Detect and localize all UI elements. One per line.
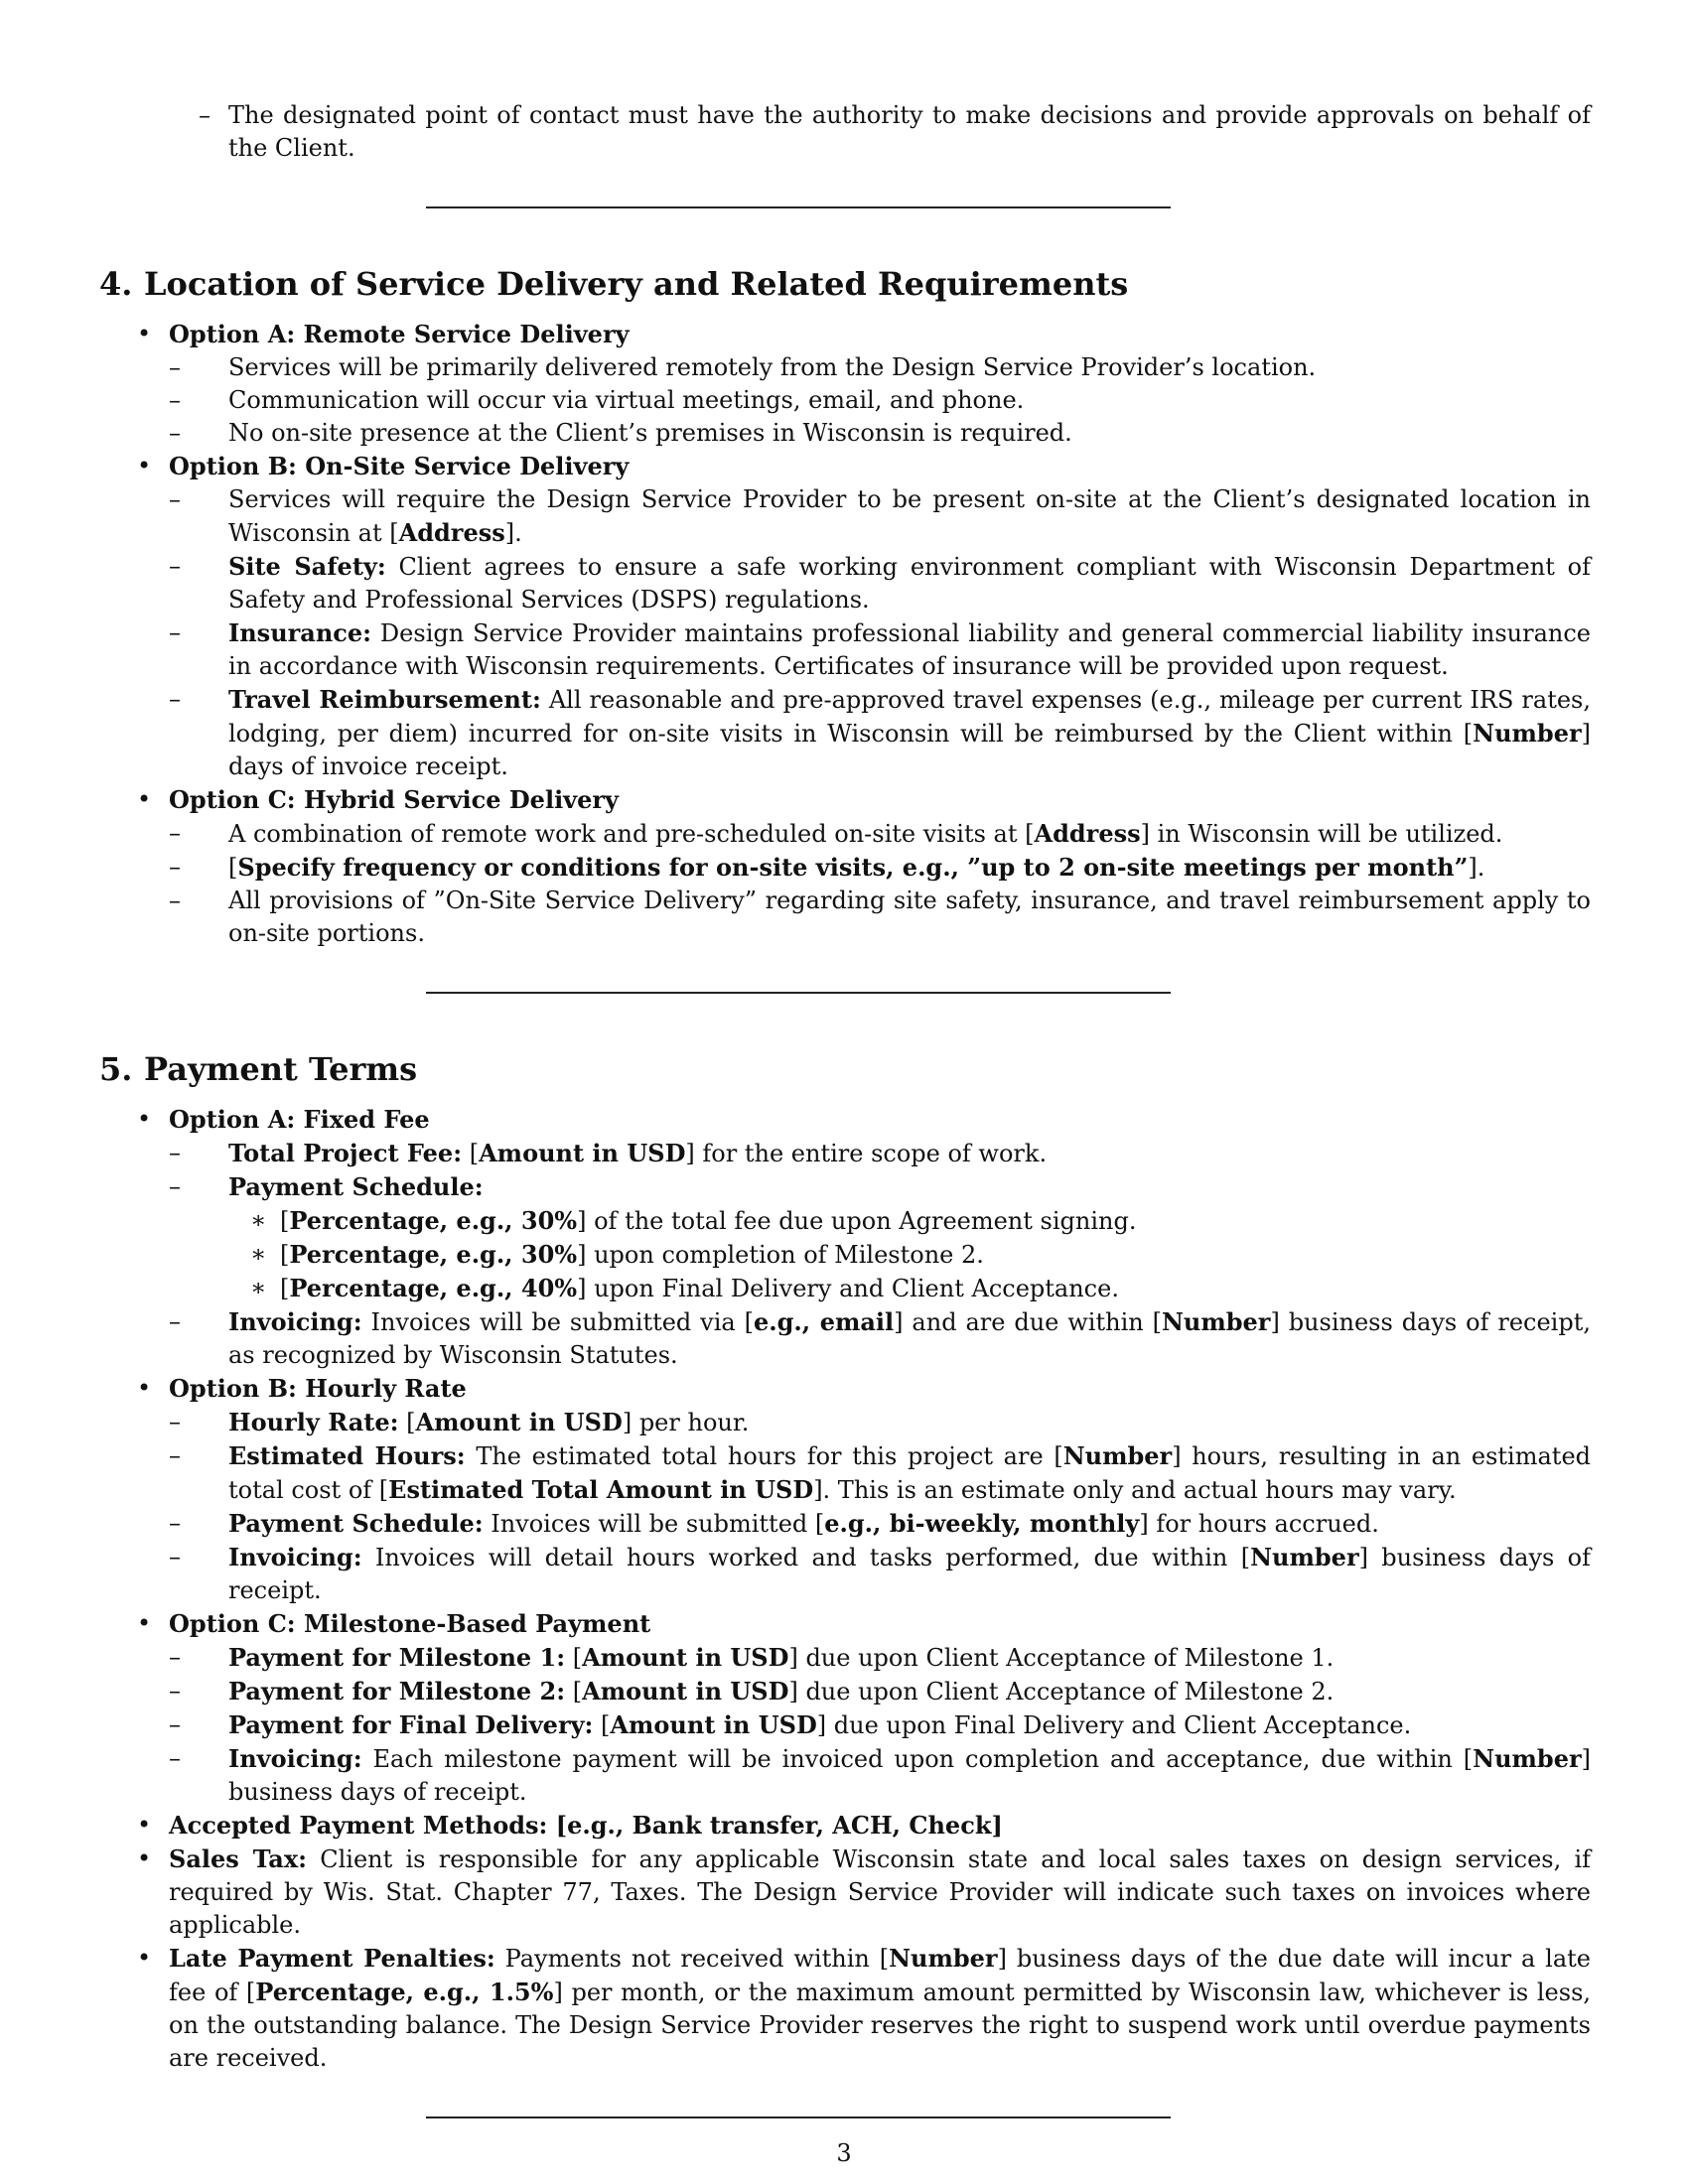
- section-5-options: [99, 1103, 1591, 2075]
- option-a-fixed-fee: • Option A: Fixed Fee – Total Project Fee: [Amount in USD] for the entire scope of work. – Payment Schedule: ∗ [Percentage, e.g., 30%] of the total fee due upon Agreement signing. ∗ [Percentage, e.g., 30%] upon completion of Milestone 2. ∗ [Percentage, e.g., 40%] upon Final Delivery and Client Acceptance. – Invoicing: Invoices will be submitted via [e.g., email] and are due within [Number] business days of receipt, as recognized by Wisconsin Statutes.: [99, 1103, 1591, 1372]
- list-item: – Communication will occur via virtual meetings, email, and phone.: [169, 384, 1591, 417]
- option-b-hourly: • Option B: Hourly Rate – Hourly Rate: [Amount in USD] per hour. – Estimated Hours: The estimated total hours for this project are [Number] hours, resulting in an estimated total cost of [Estimated Total Amount in USD]. This is an estimate only and actual hours may vary. – Payment Schedule: Invoices will be submitted [e.g., bi-weekly, monthly] for hours accrued. – Invoicing: Invoices will detail hours worked and tasks performed, due within [Number] business days of receipt.: [99, 1372, 1591, 1607]
- list-item: – Payment for Final Delivery: [Amount in USD] due upon Final Delivery and Client Acceptance.: [169, 1708, 1591, 1742]
- list-item: – Insurance: Design Service Provider maintains professional liability and general commercial liability insurance in accordance with Wisconsin requirements. Certificates of insurance will be provided upon request.: [169, 616, 1591, 683]
- list-item: – Total Project Fee: [Amount in USD] for the entire scope of work.: [169, 1137, 1591, 1170]
- list-item: – Payment Schedule: ∗ [Percentage, e.g., 30%] of the total fee due upon Agreement signing. ∗ [Percentage, e.g., 30%] upon completion of Milestone 2. ∗ [Percentage, e.g., 40%] upon Final Delivery and Client Acceptance.: [169, 1170, 1591, 1305]
- late-payment-penalties: • Late Payment Penalties: Payments not received within [Number] business days of the due date will incur a late fee of [Percentage, e.g., 1.5%] per month, or the maximum amount permitted by Wisconsin law, whichever is less, on the outstanding balance. The Design Service Provider reserves the right to suspend work until overdue payments are received.: [99, 1942, 1591, 2075]
- intro-item: – The designated point of contact must have the authority to make decisions and provide approvals on behalf of the Client.: [99, 99, 1591, 165]
- list-item: – Site Safety: Client agrees to ensure a safe working environment compliant with Wisconsin Department of Safety and Professional Services (DSPS) regulations.: [169, 550, 1591, 616]
- option-c-milestone: • Option C: Milestone-Based Payment – Payment for Milestone 1: [Amount in USD] due upon Client Acceptance of Milestone 1. – Payment for Milestone 2: [Amount in USD] due upon Client Acceptance of Milestone 2. – Payment for Final Delivery: [Amount in USD] due upon Final Delivery and Client Acceptance. – Invoicing: Each milestone payment will be invoiced upon completion and acceptance, due within [Number] business days of receipt.: [99, 1607, 1591, 1809]
- list-item: – Hourly Rate: [Amount in USD] per hour.: [169, 1406, 1591, 1439]
- list-item: – Payment for Milestone 2: [Amount in USD] due upon Client Acceptance of Milestone 2.: [169, 1675, 1591, 1708]
- sales-tax: • Sales Tax: Client is responsible for any applicable Wisconsin state and local sales taxes on design services, if required by Wis. Stat. Chapter 77, Taxes. The Design Service Provider will indicate such taxes on invoices where applicable.: [99, 1843, 1591, 1942]
- intro-list: [99, 99, 1591, 165]
- section-divider: [426, 992, 1171, 994]
- payment-schedule-list: [228, 1204, 1591, 1305]
- option-a-items: [169, 1137, 1591, 1372]
- option-a-remote: • Option A: Remote Service Delivery – Services will be primarily delivered remotely from the Design Service Provider’s location. – Communication will occur via virtual meetings, email, and phone. – No on-site presence at the Client’s premises in Wisconsin is required.: [99, 318, 1591, 450]
- list-item: ∗ [Percentage, e.g., 30%] upon completion of Milestone 2.: [228, 1238, 1591, 1272]
- page-content: [99, 99, 1591, 2118]
- page-number: 3: [836, 2139, 852, 2167]
- option-c-items: [169, 1641, 1591, 1809]
- accepted-payment-methods: • Accepted Payment Methods: [e.g., Bank transfer, ACH, Check]: [99, 1809, 1591, 1843]
- list-item: – Services will require the Design Service Provider to be present on-site at the Client’s designated location in Wisconsin at [Address].: [169, 483, 1591, 550]
- list-item: – Payment Schedule: Invoices will be submitted [e.g., bi-weekly, monthly] for hours accrued.: [169, 1507, 1591, 1541]
- option-c-hybrid: • Option C: Hybrid Service Delivery – A combination of remote work and pre-scheduled on-site visits at [Address] in Wisconsin will be utilized. – [Specify frequency or conditions for on-site visits, e.g., ”up to 2 on-site meetings per month”]. – All provisions of ”On-Site Service Delivery” regarding site safety, insurance, and travel reimbursement apply to on-site portions.: [99, 783, 1591, 950]
- option-a-items: [169, 351, 1591, 450]
- list-item: – Estimated Hours: The estimated total hours for this project are [Number] hours, resulting in an estimated total cost of [Estimated Total Amount in USD]. This is an estimate only and actual hours may vary.: [169, 1439, 1591, 1507]
- list-item: ∗ [Percentage, e.g., 40%] upon Final Delivery and Client Acceptance.: [228, 1272, 1591, 1305]
- section-4-options: [99, 318, 1591, 950]
- section-5-heading: 5. Payment Terms: [99, 1050, 418, 1088]
- list-item: – Payment for Milestone 1: [Amount in USD] due upon Client Acceptance of Milestone 1.: [169, 1641, 1591, 1675]
- list-item: – All provisions of ”On-Site Service Delivery” regarding site safety, insurance, and travel reimbursement apply to on-site portions.: [169, 885, 1591, 950]
- option-c-items: [169, 817, 1591, 950]
- list-item: – Invoicing: Invoices will detail hours worked and tasks performed, due within [Number] business days of receipt.: [169, 1541, 1591, 1607]
- list-item: – A combination of remote work and pre-scheduled on-site visits at [Address] in Wisconsin will be utilized.: [169, 817, 1591, 851]
- section-divider: [426, 2116, 1171, 2118]
- section-divider: [426, 206, 1171, 208]
- list-item: ∗ [Percentage, e.g., 30%] of the total fee due upon Agreement signing.: [228, 1204, 1591, 1238]
- list-item: – Travel Reimbursement: All reasonable and pre-approved travel expenses (e.g., mileage per current IRS rates, lodging, per diem) incurred for on-site visits in Wisconsin will be reimbursed by the Client within [Number] days of invoice receipt.: [169, 683, 1591, 783]
- list-item: – No on-site presence at the Client’s premises in Wisconsin is required.: [169, 417, 1591, 450]
- list-item: – [Specify frequency or conditions for on-site visits, e.g., ”up to 2 on-site meetings per month”].: [169, 851, 1591, 885]
- list-item: – Invoicing: Invoices will be submitted via [e.g., email] and are due within [Number] business days of receipt, as recognized by Wisconsin Statutes.: [169, 1305, 1591, 1372]
- option-b-items: [169, 483, 1591, 783]
- list-item: – Services will be primarily delivered remotely from the Design Service Provider’s location.: [169, 351, 1591, 384]
- option-b-onsite: • Option B: On-Site Service Delivery – Services will require the Design Service Provider to be present on-site at the Client’s designated location in Wisconsin at [Address]. – Site Safety: Client agrees to ensure a safe working environment compliant with Wisconsin Department of Safety and Professional Services (DSPS) regulations. – Insurance: Design Service Provider maintains professional liability and general commercial liability insurance in accordance with Wisconsin requirements. Certificates of insurance will be provided upon request. – Travel Reimbursement: All reasonable and pre-approved travel expenses (e.g., mileage per current IRS rates, lodging, per diem) incurred for on-site visits in Wisconsin will be reimbursed by the Client within [Number] days of invoice receipt.: [99, 450, 1591, 783]
- option-b-items: [169, 1406, 1591, 1607]
- section-4-heading: 4. Location of Service Delivery and Related Requirements: [99, 265, 1129, 303]
- list-item: – Invoicing: Each milestone payment will be invoiced upon completion and acceptance, due within [Number] business days of receipt.: [169, 1742, 1591, 1809]
